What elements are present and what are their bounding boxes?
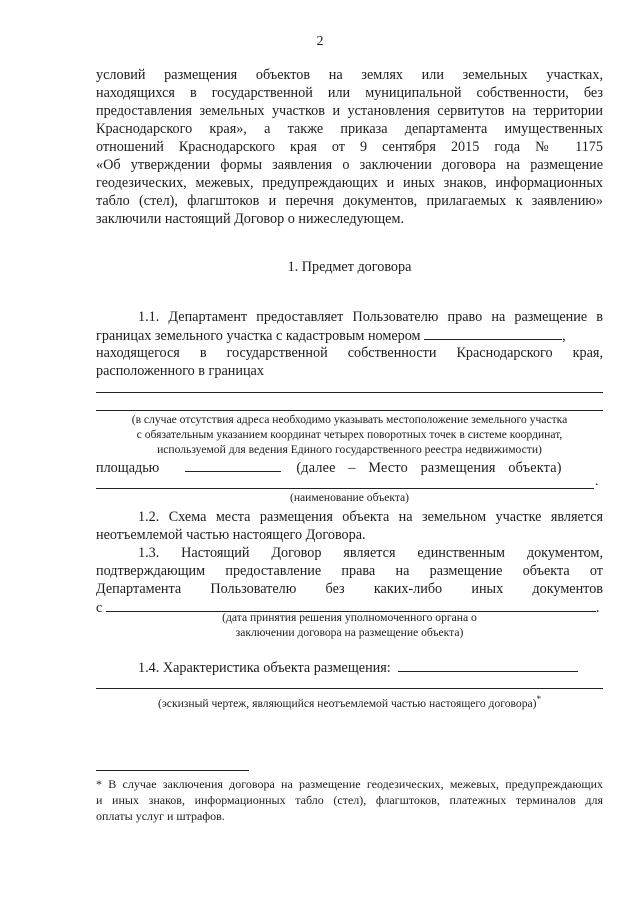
note-line: (дата принятия решения уполномоченного органа о [222,611,477,624]
text-line: Краснодарского края», а также приказа департамента имущественных [96,121,603,137]
text-line: «Об утверждении формы заявления о заключении договора на размещение [96,157,603,173]
footnote-mark: * [536,694,542,704]
section-title-block [96,258,603,276]
text-line: 1.1. Департамент предоставляет Пользователю право на размещение в [138,309,603,325]
area-line [96,458,603,476]
intro-paragraph [96,66,603,228]
punct: . [595,600,600,616]
text-line: Департамента Пользователю без каких-либо иных документов [96,581,603,597]
characteristic-blank [398,658,578,672]
text-line: неотъемлемой частью настоящего Договора. [96,527,366,543]
text-line: предоставления земельных участков и установления сервитутов на территории [96,103,603,119]
note-line: (эскизный чертеж, являющийся неотъемлемой частью настоящего договора) [157,696,537,710]
footnote-line: оплаты услуг и штрафов. [96,809,225,823]
text-line: 1.2. Схема места размещения объекта на земельном участке является [138,509,603,525]
text-line: подтверждающим предоставление права на размещение объекта от [96,563,603,579]
footnote-separator [96,770,249,771]
text-line: условий размещения объектов на землях или земельных участках, [96,67,603,83]
text-line: табло (стел), флагштоков и перечня документов, прилагаемых к заявлению» [96,193,603,209]
note-sketch [96,692,603,711]
object-name-blank-line [96,488,594,489]
area-label: площадью [96,460,160,476]
note-decision [96,610,603,640]
cadastral-label: границах земельного участка с кадастровым номером [96,328,421,344]
punct: . [595,474,599,489]
paragraph-1-3 [96,544,603,616]
address-blank-line [96,392,603,393]
punct: , [562,328,566,344]
note-line: используемой для ведения Единого государственного реестра недвижимости) [157,443,542,456]
text-line: геодезических, межевых, предупреждающих и иных знаков, информационных [96,175,603,191]
cadastral-number-blank [424,326,562,340]
characteristic-label: 1.4. Характеристика объекта размещения: [138,660,391,676]
text-line [96,658,603,676]
note-line: с обязательным указанием координат четырех поворотных точек в системе координат, [136,428,563,441]
area-blank [185,458,281,472]
area-line-block [96,458,603,476]
text-line: расположенного в границах [96,363,264,379]
section-title: 1. Предмет договора [287,259,412,275]
page-number: 2 [316,34,324,49]
paragraph-1-2 [96,508,603,544]
text-line: находящегося в государственной собственности Краснодарского края, [96,345,603,361]
text-line: 1.3. Настоящий Договор является единственным документом, [138,545,603,561]
footnote-line: * В случае заключения договора на размещение геодезических, межевых, предупреждающих [96,777,603,791]
note-line: заключении договора на размещение объекта) [235,626,464,639]
text-line: отношений Краснодарского края от 9 сентября 2015 года № 1175 [96,139,603,155]
sketch-blank-line [96,688,603,689]
text-line: заключили настоящий Договор о нижеследующем. [96,211,404,227]
area-rest: (далее – Место размещения объекта) [296,460,562,476]
footnote [96,776,603,824]
footnote-line: и иных знаков, информационных табло (стел), флагштоков, платежных терминалов для [96,793,603,807]
text-line: находящихся в государственной или муниципальной собственности, без [96,85,603,101]
note-object: (наименование объекта) [289,491,410,504]
text-line [96,326,603,344]
address-blank-line-2 [96,410,603,411]
paragraph-1-1 [96,308,603,380]
note-address [96,412,603,457]
note-line: (в случае отсутствия адреса необходимо указывать местоположение земельного участка [131,413,568,426]
paragraph-1-4 [96,658,603,676]
from-label: с [96,600,103,616]
